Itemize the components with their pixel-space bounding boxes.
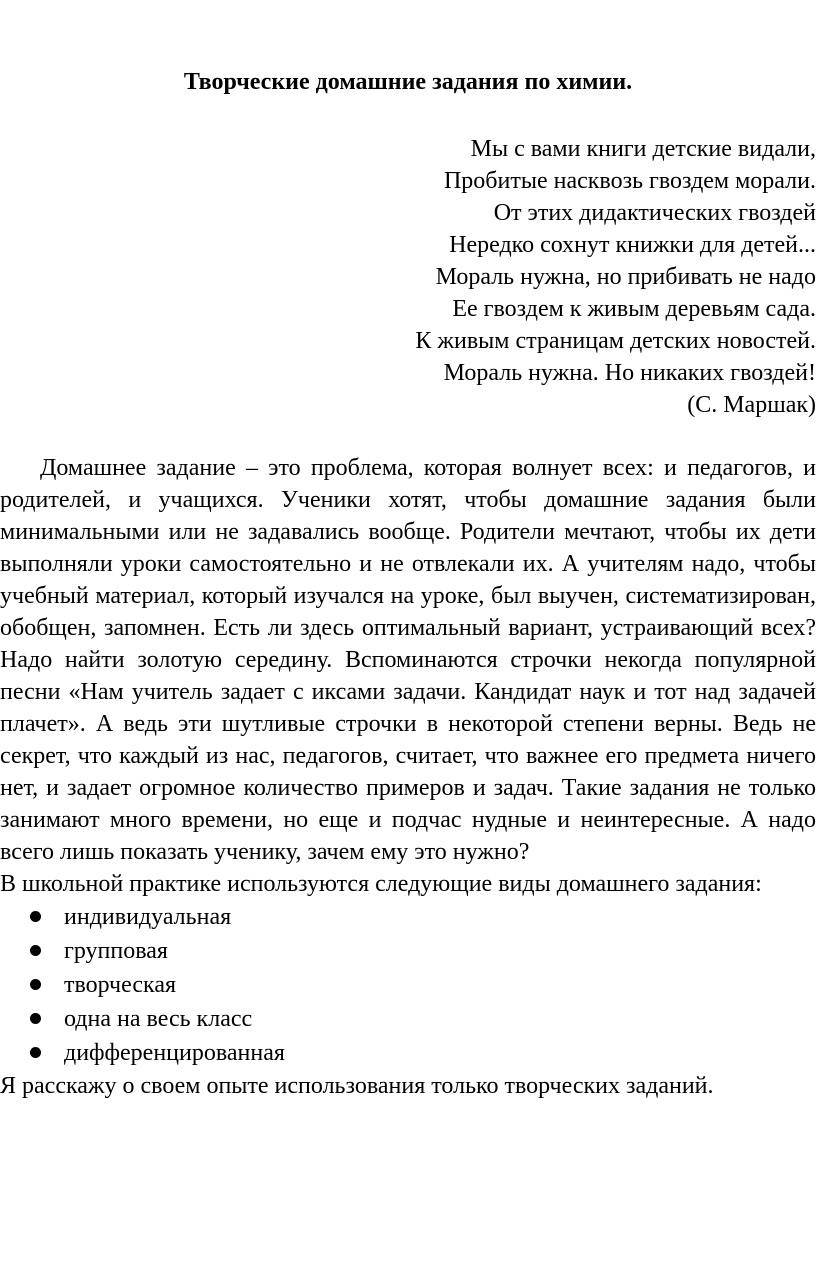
epigraph-poem	[216, 133, 816, 421]
poem-line: Мораль нужна. Но никаких гвоздей!	[443, 360, 816, 386]
bullet-icon	[30, 1047, 41, 1058]
list-item-label: дифференцированная	[64, 1040, 285, 1066]
poem-line: Ее гвоздем к живым деревьям сада.	[452, 296, 816, 322]
poem-line: К живым страницам детских новостей.	[415, 328, 816, 354]
poem-line: Нередко сохнут книжки для детей...	[449, 232, 816, 258]
list-item	[0, 1002, 816, 1036]
list-item	[0, 934, 816, 968]
poem-line: Пробитые насквозь гвоздем морали.	[443, 168, 816, 194]
poem-line: От этих дидактических гвоздей	[493, 200, 816, 226]
list-item-label: индивидуальная	[64, 904, 232, 930]
bullet-icon	[30, 979, 41, 990]
list-item-label: одна на весь класс	[64, 1006, 253, 1032]
list-item-label: творческая	[64, 972, 177, 998]
list-item	[0, 900, 816, 934]
list-item	[0, 1036, 816, 1070]
bullet-icon	[30, 945, 41, 956]
document-title: Творческие домашние задания по химии.	[183, 69, 633, 95]
paragraph-types-intro: В школьной практике используются следующие виды домашнего задания:	[0, 871, 762, 897]
list-item	[0, 968, 816, 1002]
document-body	[0, 452, 816, 1102]
poem-line: Мы с вами книги детские видали,	[470, 136, 816, 162]
homework-types-list	[0, 900, 816, 1070]
bullet-icon	[30, 911, 41, 922]
poem-attribution: (С. Маршак)	[687, 392, 816, 418]
paragraph-intro: Домашнее задание – это проблема, которая волнует всех: и педагогов, и родителей, и учащихся. Ученики хотят, чтобы домашние задания были минимальными или не задавались вообще. Родители мечтают, чтобы их дети выполняли уроки самостоятельно и не отвлекали их. А учителям надо, чтобы учебный материал, который изучался на уроке, был выучен, систематизирован, обобщен, запомнен. Есть ли здесь оптимальный вариант, устраивающий всех? Надо найти золотую середину. Вспоминаются строчки некогда популярной песни «Нам учитель задает с иксами задачи. Кандидат наук и тот над задачей плачет». А ведь эти шутливые строчки в некоторой степени верны. Ведь не секрет, что каждый из нас, педагогов, считает, что важнее его предмета ничего нет, и задает огромное количество примеров и задач. Такие задания не только занимают много времени, но еще и подчас нудные и неинтересные. А надо всего лишь показать ученику, зачем ему это нужно?	[0, 455, 816, 865]
paragraph-conclusion: Я расскажу о своем опыте использования только творческих заданий.	[0, 1073, 714, 1099]
bullet-icon	[30, 1013, 41, 1024]
poem-line: Мораль нужна, но прибивать не надо	[435, 264, 816, 290]
list-item-label: групповая	[64, 938, 168, 964]
